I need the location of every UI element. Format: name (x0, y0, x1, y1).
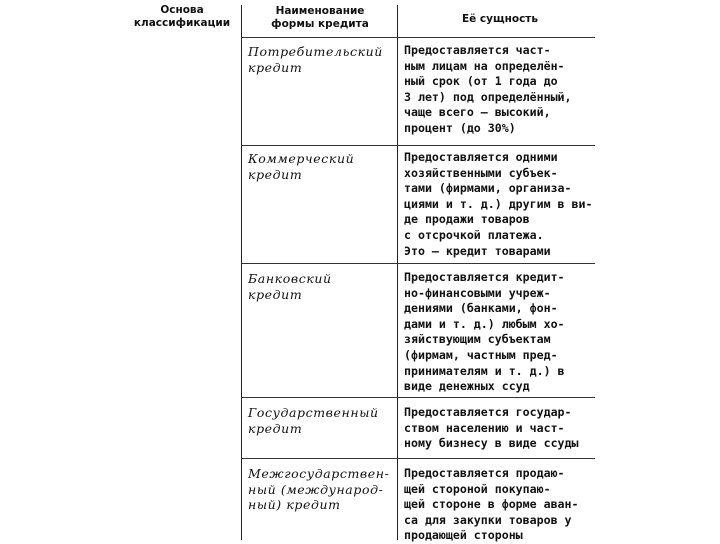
credit-form-essence: Предоставляется государ- ством населению и част- ному бизнесу в виде ссуды (404, 405, 579, 451)
header-basis: Основа классификации (133, 4, 231, 29)
row-divider (242, 458, 595, 459)
credit-form-name: Государственный кредит (248, 405, 379, 436)
credit-form-essence: Предоставляется одними хозяйственными субъек- тами (фирмами, организа- циями и т. д.) другим в ви- де продажи товаров с отсрочкой платежа. Это — кредит товарами (404, 150, 593, 258)
credit-form-name: Коммерческий кредит (248, 151, 355, 182)
credit-form-name: Потребительский кредит (248, 44, 383, 75)
header-divider (242, 37, 595, 38)
header-essence: Её сущность (461, 13, 539, 25)
credit-form-essence: Предоставляется част- ным лицам на определён- ный срок (от 1 года до 3 лет) под определённый, чаще всего — высокий, процент (до 30%) (404, 43, 572, 135)
header-form-name: Наименование формы кредита (271, 5, 369, 30)
row-divider (242, 397, 595, 398)
column-divider-right (397, 5, 398, 540)
credit-form-name: Межгосударствен- ный (международ- ный) кредит (248, 466, 390, 512)
credit-form-name: Банковский кредит (248, 271, 332, 302)
column-divider-left (241, 5, 242, 540)
credit-form-essence: Предоставляется продаю- щей стороной покупаю- щей стороне в форме аван- са для закупки товаров у продающей стороны (404, 466, 579, 543)
row-divider (242, 263, 595, 264)
row-divider (242, 145, 595, 146)
credit-form-essence: Предоставляется кредит- но-финансовыми учреж- дениями (банками, фон- дами и т. д.) любым хо- зяйствующим субъектам (фирмам, частным пред- принимателям и т. д.) в виде денежных ссуд (404, 270, 565, 394)
